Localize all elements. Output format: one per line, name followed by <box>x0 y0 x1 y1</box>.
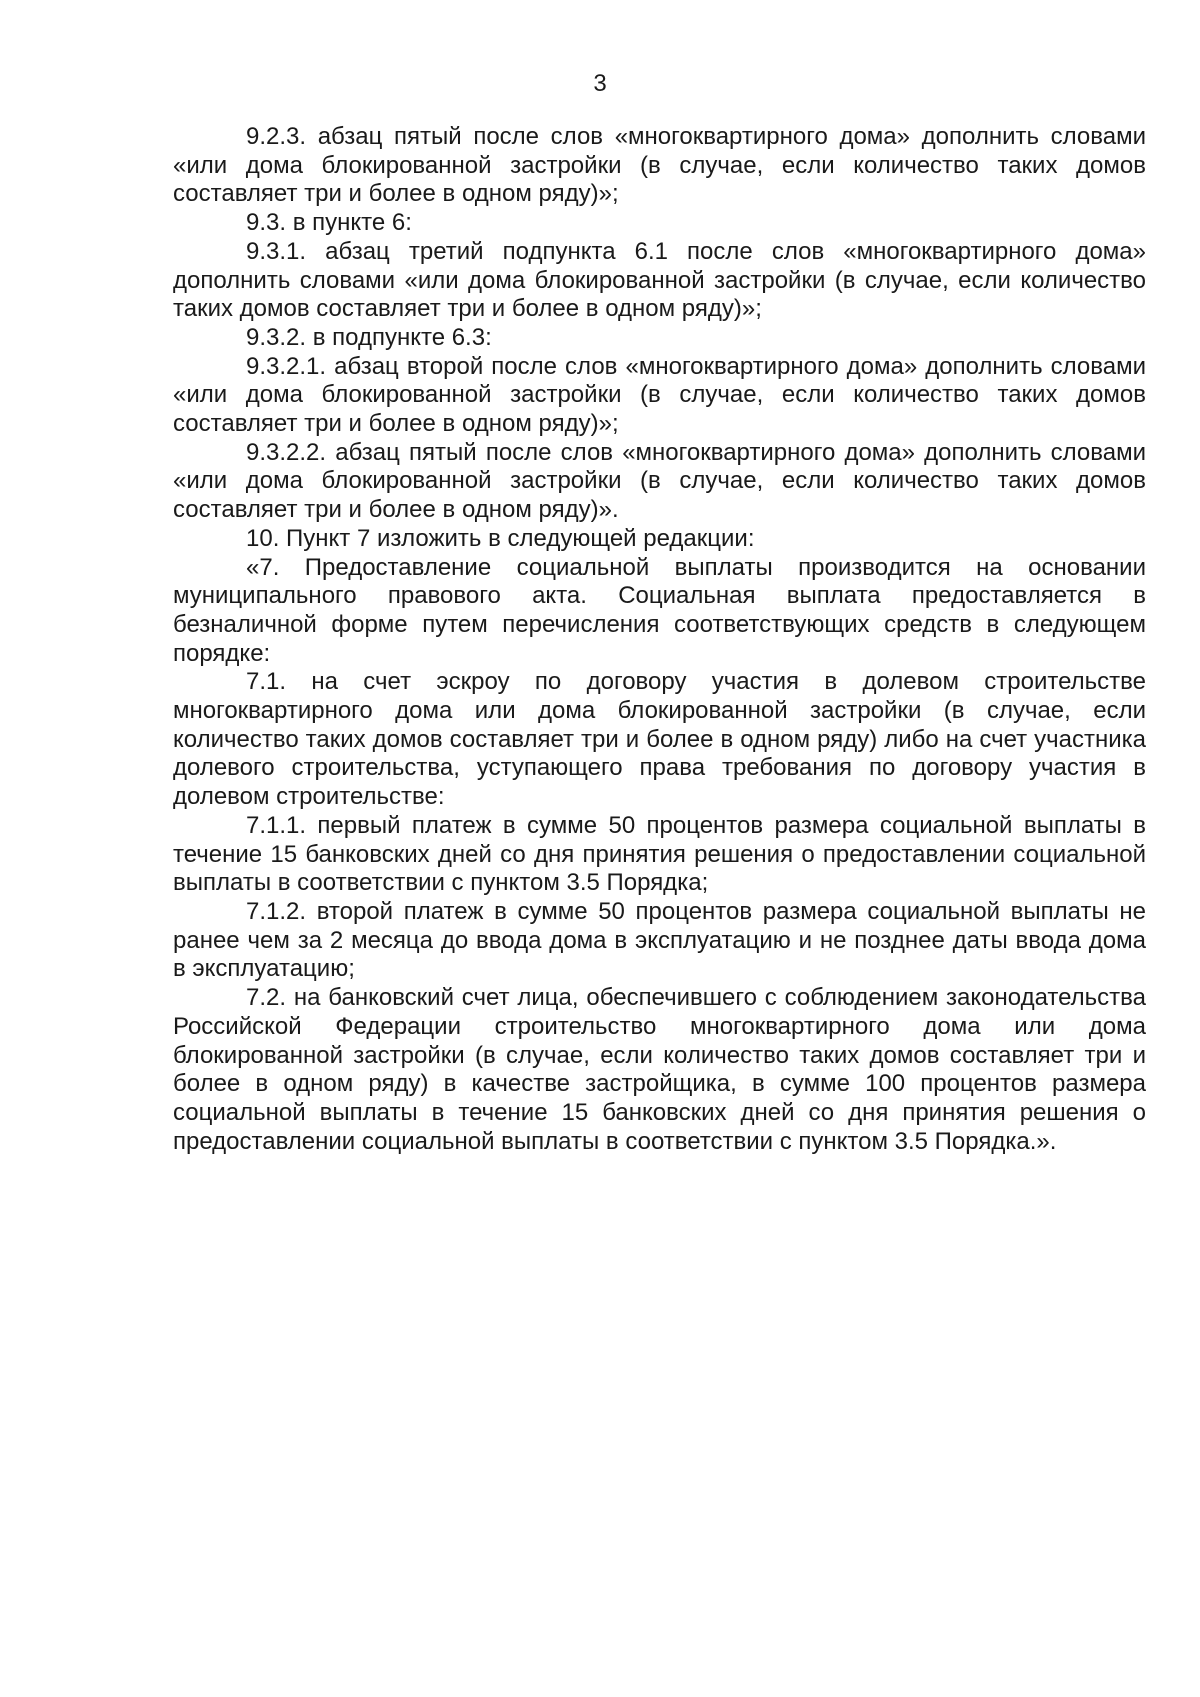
paragraph-9-2-3: 9.2.3. абзац пятый после слов «многоквартирного дома» дополнить словами «или дома блокированной застройки (в случае, если количество таких домов составляет три и более в одном ряду)»; <box>173 123 1146 208</box>
paragraph-9-3-2-2: 9.3.2.2. абзац пятый после слов «многоквартирного дома» дополнить словами «или дома блокированной застройки (в случае, если количество таких домов составляет три и более в одном ряду)». <box>173 438 1146 524</box>
paragraph-7-2: 7.2. на банковский счет лица, обеспечившего с соблюдением законодательства Российской Федерации строительство многоквартирного дома или дома блокированной застройки (в случае, если количество таких домов составляет три и более в одном ряду) в качестве застройщика, в сумме 100 процентов размера социальной выплаты в течение 15 банковских дней со дня принятия решения о предоставлении социальной выплаты в соответствии с пунктом 3.5 Порядка.». <box>173 984 1146 1155</box>
paragraph-7-1: 7.1. на счет эскроу по договору участия в долевом строительстве многоквартирного дома или дома блокированной застройки (в случае, если количество таких домов составляет три и более в одном ряду) либо на счет участника долевого строительства, уступающего права требования по договору участия в долевом строительстве: <box>173 668 1146 811</box>
paragraph-7-1-1: 7.1.1. первый платеж в сумме 50 процентов размера социальной выплаты в течение 15 банковских дней со дня принятия решения о предоставлении социальной выплаты в соответствии с пунктом 3.5 Порядка; <box>173 811 1146 897</box>
document-body <box>173 123 1146 1156</box>
paragraph-10: 10. Пункт 7 изложить в следующей редакции: <box>246 524 755 552</box>
paragraph-9-3-2: 9.3.2. в подпункте 6.3: <box>246 323 492 351</box>
paragraph-9-3-2-1: 9.3.2.1. абзац второй после слов «многоквартирного дома» дополнить словами «или дома блокированной застройки (в случае, если количество таких домов составляет три и более в одном ряду)»; <box>173 352 1146 438</box>
paragraph-7-1-2: 7.1.2. второй платеж в сумме 50 процентов размера социальной выплаты не ранее чем за 2 месяца до ввода дома в эксплуатацию и не позднее даты ввода дома в эксплуатацию; <box>173 897 1146 983</box>
paragraph-7: «7. Предоставление социальной выплаты производится на основании муниципального правового акта. Социальная выплата предоставляется в безналичной форме путем перечисления соответствующих средств в следующем порядке: <box>173 553 1146 667</box>
paragraph-9-3-1: 9.3.1. абзац третий подпункта 6.1 после слов «многоквартирного дома» дополнить словами «или дома блокированной застройки (в случае, если количество таких домов составляет три и более в одном ряду)»; <box>173 237 1146 323</box>
paragraph-9-3: 9.3. в пункте 6: <box>246 209 412 237</box>
page-number: 3 <box>593 70 607 97</box>
